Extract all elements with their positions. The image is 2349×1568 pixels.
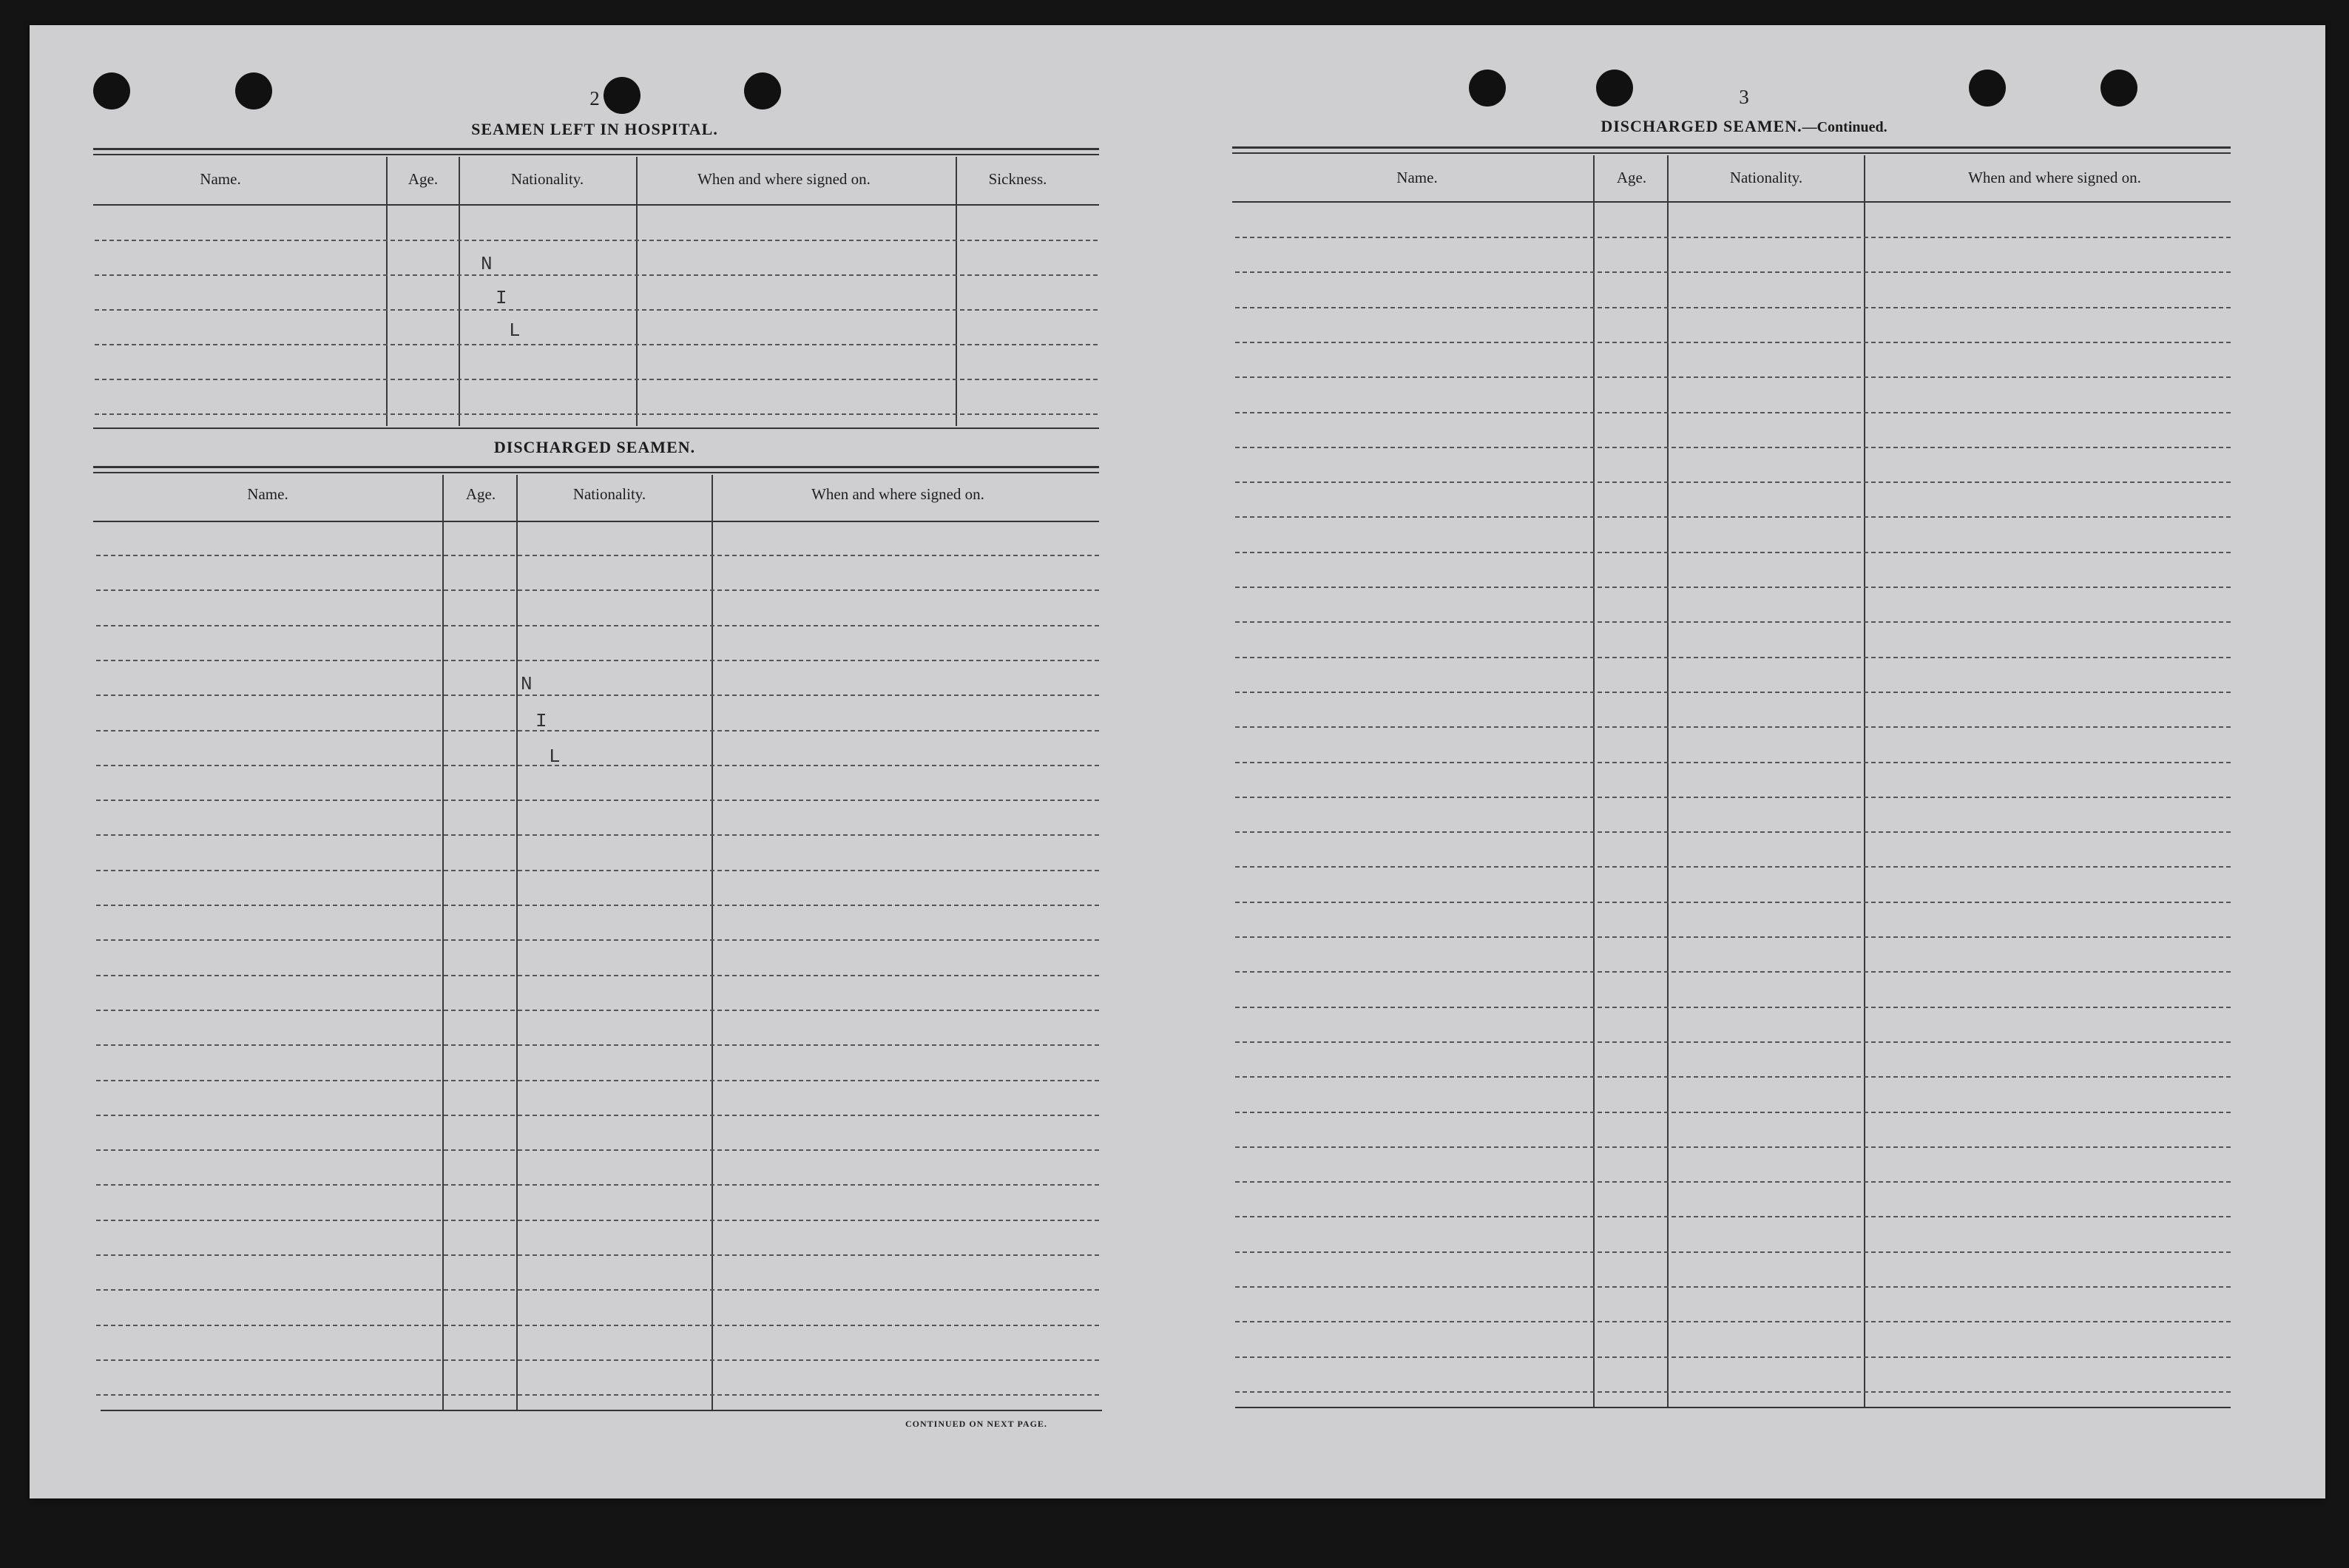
column-header-nationality: Nationality. bbox=[572, 485, 646, 503]
ruled-row-line bbox=[1235, 552, 2231, 553]
ruled-row-line bbox=[1235, 237, 2231, 238]
discharged-header-rule bbox=[93, 521, 1099, 522]
ruled-row-line bbox=[95, 413, 1098, 415]
ruled-row-line bbox=[1235, 1041, 2231, 1043]
ruled-row-line bbox=[1235, 307, 2231, 308]
ruled-row-line bbox=[1235, 902, 2231, 903]
column-header-signed-on: When and where signed on. bbox=[697, 170, 871, 188]
punch-hole-icon bbox=[1969, 70, 2006, 107]
ruled-row-line bbox=[96, 695, 1099, 696]
ruled-row-line bbox=[1235, 866, 2231, 868]
discharged-entry-letter: I bbox=[535, 710, 547, 732]
ruled-row-line bbox=[1235, 1321, 2231, 1322]
ruled-row-line bbox=[95, 344, 1098, 345]
column-header-signed-on: When and where signed on. bbox=[811, 485, 984, 503]
continued-table-top-rule bbox=[1232, 146, 2231, 149]
page-number: 2 bbox=[589, 87, 600, 109]
hospital-table-bottom-rule bbox=[93, 428, 1099, 429]
ruled-row-line bbox=[1235, 1007, 2231, 1008]
ruled-row-line bbox=[96, 1115, 1099, 1116]
ruled-row-line bbox=[96, 1149, 1099, 1151]
hospital-header-rule bbox=[93, 204, 1099, 206]
column-header-sickness: Sickness. bbox=[988, 170, 1047, 188]
column-header-name: Name. bbox=[1396, 169, 1438, 186]
ruled-row-line bbox=[1235, 271, 2231, 273]
ruled-row-line bbox=[1235, 971, 2231, 973]
column-header-age: Age. bbox=[1616, 169, 1647, 186]
discharged-section-title: DISCHARGED SEAMEN. bbox=[493, 438, 696, 456]
column-header-nationality: Nationality. bbox=[1729, 169, 1803, 186]
ruled-row-line bbox=[1235, 692, 2231, 693]
ruled-row-line bbox=[1235, 1356, 2231, 1358]
ruled-row-line bbox=[1235, 481, 2231, 483]
ruled-row-line bbox=[1235, 726, 2231, 728]
punch-hole-icon bbox=[93, 72, 130, 109]
discharged-table-top-rule bbox=[93, 466, 1099, 468]
ruled-row-line bbox=[96, 1254, 1099, 1256]
column-header-name: Name. bbox=[247, 485, 288, 503]
column-divider bbox=[386, 157, 388, 426]
ruled-row-line bbox=[96, 1394, 1099, 1396]
ruled-row-line bbox=[95, 379, 1098, 380]
ruled-row-line bbox=[96, 1220, 1099, 1221]
ruled-row-line bbox=[96, 625, 1099, 626]
ruled-row-line bbox=[96, 765, 1099, 766]
continued-footer: CONTINUED ON NEXT PAGE. bbox=[905, 1419, 1047, 1429]
column-header-nationality: Nationality. bbox=[510, 170, 584, 188]
ruled-row-line bbox=[1235, 1391, 2231, 1393]
ruled-row-line bbox=[1235, 762, 2231, 763]
column-divider bbox=[516, 475, 518, 1410]
column-divider bbox=[459, 157, 460, 426]
hospital-table-top-rule bbox=[93, 154, 1099, 155]
punch-hole-icon bbox=[2100, 70, 2137, 107]
ruled-row-line bbox=[1235, 936, 2231, 938]
column-header-signed-on: When and where signed on. bbox=[1968, 169, 2141, 186]
ruled-row-line bbox=[95, 274, 1098, 276]
ruled-row-line bbox=[1235, 587, 2231, 588]
punch-hole-icon bbox=[235, 72, 272, 109]
continued-table-bottom-rule bbox=[1235, 1407, 2231, 1408]
hospital-entry-letter: L bbox=[509, 320, 521, 342]
punch-hole-icon bbox=[744, 72, 781, 109]
ruled-row-line bbox=[1235, 1286, 2231, 1288]
column-divider bbox=[712, 475, 713, 1410]
column-divider bbox=[636, 157, 638, 426]
ruled-row-line bbox=[1235, 657, 2231, 658]
ruled-row-line bbox=[1235, 447, 2231, 448]
ruled-row-line bbox=[1235, 516, 2231, 518]
ruled-row-line bbox=[1235, 1181, 2231, 1183]
ruled-row-line bbox=[96, 1080, 1099, 1081]
page-number: 3 bbox=[1739, 86, 1749, 108]
column-header-name: Name. bbox=[200, 170, 241, 188]
ruled-row-line bbox=[96, 730, 1099, 731]
column-divider bbox=[442, 475, 444, 1410]
ruled-row-line bbox=[96, 939, 1099, 941]
column-header-age: Age. bbox=[408, 170, 439, 188]
ruled-row-line bbox=[96, 1325, 1099, 1326]
ruled-row-line bbox=[96, 870, 1099, 871]
ruled-row-line bbox=[96, 834, 1099, 836]
ruled-row-line bbox=[95, 309, 1098, 311]
title-text: DISCHARGED SEAMEN. bbox=[1601, 117, 1802, 135]
ruled-row-line bbox=[96, 589, 1099, 591]
punch-hole-icon bbox=[1596, 70, 1633, 107]
ruled-row-line bbox=[96, 1010, 1099, 1011]
continued-header-rule bbox=[1232, 201, 2231, 203]
ruled-row-line bbox=[96, 1044, 1099, 1046]
hospital-entry-letter: I bbox=[496, 287, 507, 309]
ruled-row-line bbox=[1235, 1251, 2231, 1253]
ruled-row-line bbox=[1235, 797, 2231, 798]
discharged-continued-title bbox=[1601, 117, 1887, 136]
ruled-row-line bbox=[1235, 1146, 2231, 1148]
ledger-paper bbox=[30, 25, 2325, 1498]
ruled-row-line bbox=[96, 660, 1099, 661]
ruled-row-line bbox=[1235, 1076, 2231, 1078]
ruled-row-line bbox=[96, 975, 1099, 976]
hospital-entry-letter: N bbox=[481, 253, 493, 275]
title-suffix: —Continued. bbox=[1802, 119, 1887, 135]
ruled-row-line bbox=[1235, 412, 2231, 413]
column-divider bbox=[956, 157, 957, 426]
discharged-table-bottom-rule bbox=[101, 1410, 1102, 1411]
ruled-row-line bbox=[1235, 376, 2231, 378]
punch-hole-icon bbox=[1469, 70, 1506, 107]
column-header-age: Age. bbox=[465, 485, 496, 503]
discharged-table-top-rule bbox=[93, 472, 1099, 473]
ruled-row-line bbox=[1235, 342, 2231, 343]
discharged-entry-letter: L bbox=[549, 746, 561, 768]
ruled-row-line bbox=[96, 905, 1099, 906]
hospital-table-top-rule bbox=[93, 148, 1099, 150]
discharged-entry-letter: N bbox=[521, 673, 533, 695]
punch-hole-icon bbox=[604, 77, 641, 114]
ruled-row-line bbox=[96, 555, 1099, 556]
ruled-row-line bbox=[95, 240, 1098, 241]
hospital-section-title: SEAMEN LEFT IN HOSPITAL. bbox=[471, 120, 718, 138]
ruled-row-line bbox=[1235, 831, 2231, 833]
ruled-row-line bbox=[96, 1359, 1099, 1361]
continued-table-top-rule bbox=[1232, 152, 2231, 154]
ruled-row-line bbox=[96, 800, 1099, 801]
ruled-row-line bbox=[1235, 1216, 2231, 1217]
ruled-row-line bbox=[96, 1184, 1099, 1186]
ruled-row-line bbox=[1235, 621, 2231, 623]
ruled-row-line bbox=[1235, 1112, 2231, 1113]
ruled-row-line bbox=[96, 1289, 1099, 1291]
